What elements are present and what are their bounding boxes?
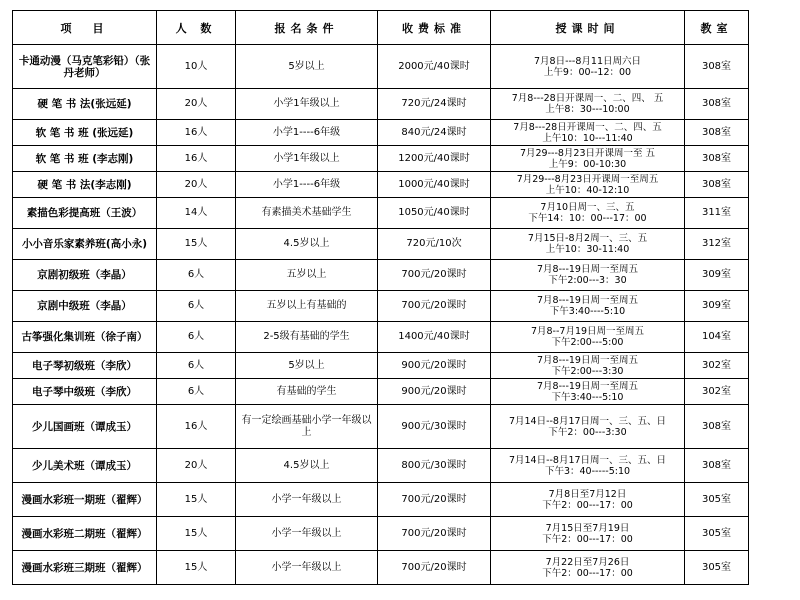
class-time (491, 291, 685, 322)
time-dates: 7月8日---8月11日周六日 (533, 55, 641, 67)
enrollment-count: 10人 (157, 45, 236, 89)
enrollment-count: 16人 (157, 146, 236, 172)
course-name: 卡通动漫（马克笔彩铅）（张丹老师） (13, 45, 157, 89)
time-hours: 下午2：00---17：00 (542, 533, 633, 545)
requirement: 有基础的学生 (236, 379, 378, 405)
classroom: 308室 (685, 45, 749, 89)
fee: 900元/20课时 (378, 379, 491, 405)
fee: 700元/20课时 (378, 517, 491, 551)
course-name: 少儿美术班（谭成玉） (13, 449, 157, 483)
fee: 900元/20课时 (378, 353, 491, 379)
enrollment-count: 14人 (157, 198, 236, 229)
course-name: 古筝强化集训班（徐子南） (13, 322, 157, 353)
fee: 720元/10次 (378, 229, 491, 260)
fee: 800元/30课时 (378, 449, 491, 483)
table-row (13, 291, 749, 322)
course-name: 漫画水彩班一期班（翟辉） (13, 483, 157, 517)
requirement: 4.5岁以上 (236, 449, 378, 483)
time-dates: 7月8---19日周一至周五 (537, 295, 638, 306)
time-hours: 上午10：40-12:10 (545, 184, 630, 196)
course-name: 京剧中级班（李晶） (13, 291, 157, 322)
course-name: 少儿国画班（谭成玉） (13, 405, 157, 449)
class-time (491, 120, 685, 146)
classroom: 302室 (685, 379, 749, 405)
course-schedule-sheet (12, 10, 749, 585)
fee: 840元/24课时 (378, 120, 491, 146)
time-dates: 7月15日至7月19日 (545, 522, 630, 534)
header-requirement: 报名条件 (236, 11, 378, 45)
table-row (13, 172, 749, 198)
table-row (13, 120, 749, 146)
class-time (491, 517, 685, 551)
requirement: 5岁以上 (236, 45, 378, 89)
enrollment-count: 15人 (157, 517, 236, 551)
time-dates: 7月22日至7月26日 (545, 556, 630, 568)
time-dates: 7月29---8月23日开课周一至周五 (516, 173, 659, 185)
table-row (13, 405, 749, 449)
enrollment-count: 20人 (157, 172, 236, 198)
classroom: 305室 (685, 517, 749, 551)
header-count: 人 数 (157, 11, 236, 45)
requirement: 小学一年级以上 (236, 517, 378, 551)
course-name: 漫画水彩班三期班（翟辉） (13, 551, 157, 585)
class-time (491, 379, 685, 405)
class-time (491, 353, 685, 379)
time-hours: 下午2:00---3：30 (548, 275, 627, 286)
course-name: 硬 笔 书 法(张远延) (13, 89, 157, 120)
enrollment-count: 16人 (157, 120, 236, 146)
classroom: 308室 (685, 449, 749, 483)
time-dates: 7月8---28日开课周一、二、四、五 (513, 121, 662, 133)
table-row (13, 517, 749, 551)
time-dates: 7月8---19日周一至周五 (537, 380, 638, 392)
enrollment-count: 15人 (157, 483, 236, 517)
requirement: 小学一年级以上 (236, 483, 378, 517)
time-dates: 7月8---19日周一至周五 (537, 354, 638, 366)
course-name: 小小音乐家素养班(高小永) (13, 229, 157, 260)
table-row (13, 198, 749, 229)
class-time (491, 551, 685, 585)
course-name: 硬 笔 书 法(李志刚) (13, 172, 157, 198)
enrollment-count: 20人 (157, 449, 236, 483)
time-hours: 上午9：00-10:30 (548, 158, 627, 170)
requirement: 五岁以上有基础的 (236, 291, 378, 322)
course-table (12, 10, 749, 585)
classroom: 104室 (685, 322, 749, 353)
fee: 1400元/40课时 (378, 322, 491, 353)
time-dates: 7月29---8月23日开课周一至 五 (519, 147, 656, 159)
classroom: 302室 (685, 353, 749, 379)
time-hours: 下午2：00---17：00 (542, 567, 633, 579)
classroom: 308室 (685, 89, 749, 120)
requirement: 小学一年级以上 (236, 551, 378, 585)
fee: 1050元/40课时 (378, 198, 491, 229)
course-name: 京剧初级班（李晶） (13, 260, 157, 291)
time-hours: 下午3:40----5:10 (549, 306, 626, 317)
requirement: 5岁以上 (236, 353, 378, 379)
requirement: 小学1年级以上 (236, 146, 378, 172)
requirement: 五岁以上 (236, 260, 378, 291)
requirement: 小学1----6年级 (236, 120, 378, 146)
time-dates: 7月8--7月19日周一至周五 (530, 326, 645, 337)
table-row (13, 89, 749, 120)
requirement: 有一定绘画基础小学一年级以上 (236, 405, 378, 449)
table-row (13, 353, 749, 379)
classroom: 305室 (685, 483, 749, 517)
fee: 700元/20课时 (378, 291, 491, 322)
time-hours: 上午10：10---11:40 (542, 132, 633, 144)
time-dates: 7月8日至7月12日 (548, 488, 627, 500)
time-dates: 7月14日--8月17日周一、三、五、日 (508, 454, 667, 466)
class-time (491, 89, 685, 120)
course-name: 素描色彩提高班（王波） (13, 198, 157, 229)
class-time (491, 260, 685, 291)
requirement: 2-5级有基础的学生 (236, 322, 378, 353)
fee: 700元/20课时 (378, 483, 491, 517)
time-dates: 7月8---19日周一至周五 (537, 264, 638, 275)
fee: 900元/30课时 (378, 405, 491, 449)
class-time (491, 483, 685, 517)
time-hours: 下午3：40-----5:10 (544, 465, 631, 477)
classroom: 309室 (685, 260, 749, 291)
requirement: 小学1年级以上 (236, 89, 378, 120)
fee: 700元/20课时 (378, 551, 491, 585)
course-name: 电子琴初级班（李欣） (13, 353, 157, 379)
enrollment-count: 15人 (157, 229, 236, 260)
time-hours: 上午9：00--12：00 (543, 66, 632, 78)
requirement: 4.5岁以上 (236, 229, 378, 260)
class-time (491, 229, 685, 260)
time-dates: 7月10日周一、三、五 (540, 202, 635, 213)
time-hours: 上午8：30---10:00 (545, 104, 630, 115)
enrollment-count: 6人 (157, 291, 236, 322)
time-hours: 上午10：30-11:40 (545, 244, 630, 255)
table-body (13, 45, 749, 585)
time-hours: 下午2：00---3:30 (548, 426, 627, 438)
table-row (13, 229, 749, 260)
table-row (13, 449, 749, 483)
header-project: 项 目 (13, 11, 157, 45)
requirement: 有素描美术基础学生 (236, 198, 378, 229)
classroom: 308室 (685, 405, 749, 449)
table-row (13, 551, 749, 585)
classroom: 311室 (685, 198, 749, 229)
course-name: 软 笔 书 班 (李志刚) (13, 146, 157, 172)
header-fee: 收费标准 (378, 11, 491, 45)
class-time (491, 172, 685, 198)
table-row (13, 483, 749, 517)
fee: 1200元/40课时 (378, 146, 491, 172)
classroom: 309室 (685, 291, 749, 322)
requirement: 小学1----6年级 (236, 172, 378, 198)
class-time (491, 449, 685, 483)
enrollment-count: 6人 (157, 353, 236, 379)
class-time (491, 198, 685, 229)
fee: 700元/20课时 (378, 260, 491, 291)
time-hours: 下午14：10：00---17：00 (528, 213, 647, 224)
time-hours: 下午2:00---5:00 (551, 337, 624, 348)
classroom: 308室 (685, 146, 749, 172)
class-time (491, 45, 685, 89)
table-row (13, 146, 749, 172)
classroom: 305室 (685, 551, 749, 585)
enrollment-count: 16人 (157, 405, 236, 449)
class-time (491, 146, 685, 172)
class-time (491, 405, 685, 449)
course-name: 软 笔 书 班 (张远延) (13, 120, 157, 146)
table-row (13, 45, 749, 89)
table-header-row (13, 11, 749, 45)
fee: 720元/24课时 (378, 89, 491, 120)
table-row (13, 322, 749, 353)
course-name: 漫画水彩班二期班（翟辉） (13, 517, 157, 551)
time-dates: 7月14日--8月17日周一、三、五、日 (508, 415, 667, 427)
course-name: 电子琴中级班（李欣） (13, 379, 157, 405)
class-time (491, 322, 685, 353)
time-hours: 下午3:40---5:10 (551, 391, 624, 403)
enrollment-count: 6人 (157, 260, 236, 291)
enrollment-count: 6人 (157, 379, 236, 405)
table-row (13, 379, 749, 405)
time-dates: 7月8---28日开课周一、二、四、 五 (511, 93, 664, 104)
enrollment-count: 20人 (157, 89, 236, 120)
classroom: 308室 (685, 120, 749, 146)
fee: 2000元/40课时 (378, 45, 491, 89)
enrollment-count: 15人 (157, 551, 236, 585)
header-time: 授课时间 (491, 11, 685, 45)
time-hours: 下午2：00---17：00 (542, 499, 633, 511)
fee: 1000元/40课时 (378, 172, 491, 198)
time-hours: 下午2:00---3:30 (551, 365, 624, 377)
classroom: 308室 (685, 172, 749, 198)
time-dates: 7月15日-8月2周一、三、五 (527, 233, 648, 244)
table-row (13, 260, 749, 291)
header-room: 教室 (685, 11, 749, 45)
classroom: 312室 (685, 229, 749, 260)
enrollment-count: 6人 (157, 322, 236, 353)
